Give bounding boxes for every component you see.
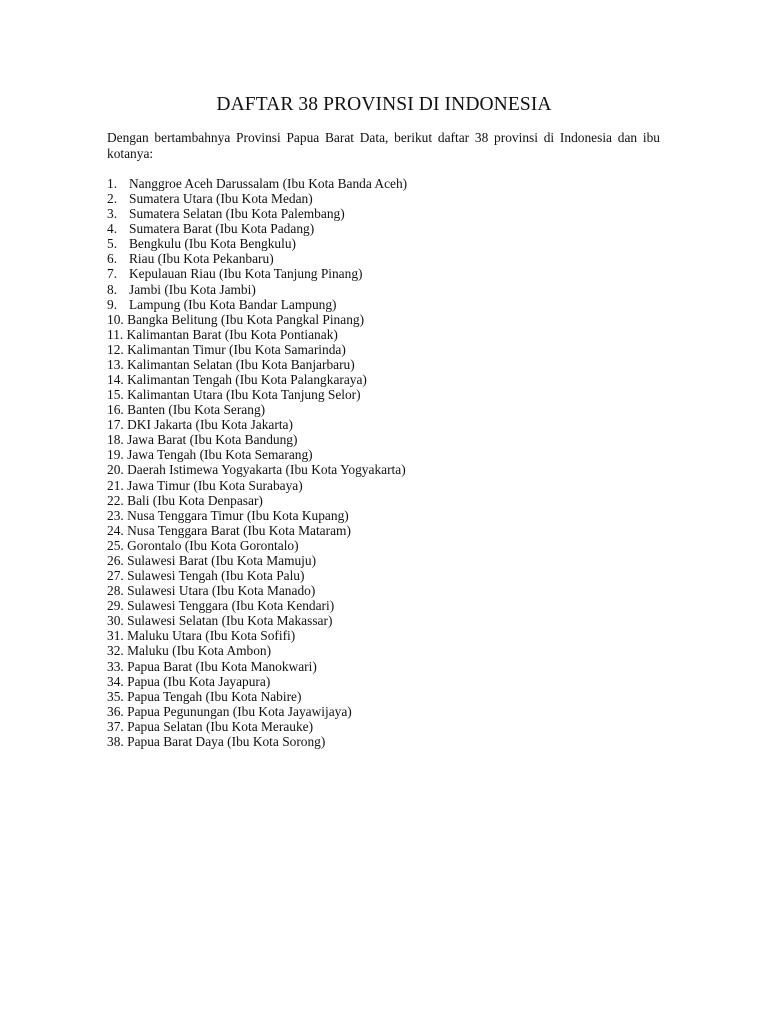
list-item-number: 21. [107, 477, 124, 493]
list-item-number: 7. [107, 266, 118, 282]
list-item-text: Jambi (Ibu Kota Jambi) [129, 281, 256, 297]
list-item [107, 659, 667, 674]
list-item [107, 734, 667, 749]
list-item-number: 17. [107, 417, 124, 433]
list-item-text: Kalimantan Selatan (Ibu Kota Banjarbaru) [127, 356, 355, 372]
list-item-number: 12. [107, 341, 124, 357]
list-item-number: 2. [107, 191, 118, 207]
list-item-number: 34. [107, 673, 124, 689]
list-item-text: Papua Barat Daya (Ibu Kota Sorong) [127, 733, 326, 749]
list-item [107, 221, 667, 236]
list-item-number: 30. [107, 613, 124, 629]
list-item-number: 16. [107, 402, 124, 418]
list-item-number: 15. [107, 387, 124, 403]
list-item [107, 493, 667, 508]
list-item-text: Sulawesi Barat (Ibu Kota Mamuju) [127, 552, 317, 568]
list-item-text: Kalimantan Timur (Ibu Kota Samarinda) [127, 341, 346, 357]
list-item-text: Sumatera Barat (Ibu Kota Padang) [129, 221, 315, 237]
list-item [107, 553, 667, 568]
list-item-text: Kepulauan Riau (Ibu Kota Tanjung Pinang) [129, 266, 363, 282]
list-item [107, 236, 667, 251]
list-item-text: DKI Jakarta (Ibu Kota Jakarta) [127, 417, 293, 433]
list-item-text: Daerah Istimewa Yogyakarta (Ibu Kota Yogyakarta) [127, 462, 406, 478]
list-item-number: 6. [107, 251, 118, 267]
list-item [107, 312, 667, 327]
list-item-number: 3. [107, 206, 118, 222]
list-item-number: 35. [107, 688, 124, 704]
list-item [107, 297, 667, 312]
list-item [107, 372, 667, 387]
list-item-number: 37. [107, 718, 124, 734]
list-item [107, 523, 667, 538]
list-item-number: 32. [107, 643, 124, 659]
list-item-number: 25. [107, 537, 124, 553]
list-item [107, 643, 667, 658]
list-item-text: Jawa Barat (Ibu Kota Bandung) [127, 432, 298, 448]
list-item [107, 462, 667, 477]
list-item-number: 23. [107, 507, 124, 523]
list-item-number: 14. [107, 372, 124, 388]
list-item [107, 628, 667, 643]
list-item-text: Kalimantan Tengah (Ibu Kota Palangkaraya) [127, 372, 367, 388]
list-item-number: 26. [107, 552, 124, 568]
list-item [107, 704, 667, 719]
list-item [107, 176, 667, 191]
list-item-number: 8. [107, 281, 118, 297]
list-item-text: Jawa Timur (Ibu Kota Surabaya) [127, 477, 303, 493]
list-item-text: Bali (Ibu Kota Denpasar) [127, 492, 263, 508]
list-item-text: Bengkulu (Ibu Kota Bengkulu) [129, 236, 296, 252]
list-item [107, 266, 667, 281]
list-item [107, 674, 667, 689]
list-item-text: Gorontalo (Ibu Kota Gorontalo) [127, 537, 299, 553]
list-item [107, 327, 667, 342]
list-item [107, 719, 667, 734]
intro-paragraph: Dengan bertambahnya Provinsi Papua Barat Data, berikut daftar 38 provinsi di Indonesia dan ibu kotanya: [107, 130, 660, 161]
list-item-number: 10. [107, 311, 124, 327]
list-item [107, 447, 667, 462]
list-item-text: Kalimantan Barat (Ibu Kota Pontianak) [126, 326, 338, 342]
list-item [107, 387, 667, 402]
list-item-number: 9. [107, 296, 118, 312]
list-item-number: 38. [107, 733, 124, 749]
list-item [107, 568, 667, 583]
list-item-text: Sulawesi Tengah (Ibu Kota Palu) [127, 568, 305, 584]
list-item-text: Jawa Tengah (Ibu Kota Semarang) [127, 447, 313, 463]
list-item-text: Papua Tengah (Ibu Kota Nabire) [127, 688, 302, 704]
list-item-text: Papua Selatan (Ibu Kota Merauke) [127, 718, 314, 734]
list-item-number: 5. [107, 236, 118, 252]
list-item-number: 27. [107, 568, 124, 584]
list-item-number: 33. [107, 658, 124, 674]
list-item-number: 1. [107, 176, 118, 191]
list-item-text: Maluku Utara (Ibu Kota Sofifi) [127, 628, 296, 644]
list-item [107, 417, 667, 432]
list-item-number: 36. [107, 703, 124, 719]
list-item [107, 613, 667, 628]
list-item-number: 19. [107, 447, 124, 463]
list-item-text: Nusa Tenggara Timur (Ibu Kota Kupang) [127, 507, 349, 523]
list-item-number: 31. [107, 628, 124, 644]
list-item [107, 251, 667, 266]
list-item [107, 478, 667, 493]
list-item-number: 13. [107, 356, 124, 372]
list-item [107, 538, 667, 553]
list-item [107, 689, 667, 704]
list-item-text: Sulawesi Tenggara (Ibu Kota Kendari) [127, 598, 335, 614]
list-item-text: Nanggroe Aceh Darussalam (Ibu Kota Banda Aceh) [129, 176, 408, 191]
list-item-text: Bangka Belitung (Ibu Kota Pangkal Pinang) [127, 311, 365, 327]
list-item-text: Banten (Ibu Kota Serang) [127, 402, 266, 418]
list-item [107, 206, 667, 221]
list-item-number: 24. [107, 522, 124, 538]
list-item-text: Kalimantan Utara (Ibu Kota Tanjung Selor) [127, 387, 361, 403]
list-item-text: Papua Barat (Ibu Kota Manokwari) [127, 658, 317, 674]
list-item-number: 28. [107, 583, 124, 599]
list-item-text: Lampung (Ibu Kota Bandar Lampung) [129, 296, 337, 312]
list-item-text: Nusa Tenggara Barat (Ibu Kota Mataram) [127, 522, 351, 538]
document-title: DAFTAR 38 PROVINSI DI INDONESIA [216, 94, 552, 115]
list-item [107, 598, 667, 613]
province-list [107, 176, 667, 749]
list-item-number: 22. [107, 492, 124, 508]
list-item [107, 191, 667, 206]
list-item [107, 282, 667, 297]
list-item-number: 18. [107, 432, 124, 448]
list-item-number: 4. [107, 221, 118, 237]
list-item [107, 508, 667, 523]
list-item-text: Sumatera Utara (Ibu Kota Medan) [129, 191, 313, 207]
list-item [107, 583, 667, 598]
list-item-text: Papua Pegunungan (Ibu Kota Jayawijaya) [127, 703, 352, 719]
list-item [107, 402, 667, 417]
list-item-text: Riau (Ibu Kota Pekanbaru) [129, 251, 274, 267]
list-item-text: Sulawesi Utara (Ibu Kota Manado) [127, 583, 316, 599]
list-item-number: 20. [107, 462, 124, 478]
list-item [107, 357, 667, 372]
list-item [107, 342, 667, 357]
list-item [107, 432, 667, 447]
list-item-text: Papua (Ibu Kota Jayapura) [127, 673, 271, 689]
list-item-number: 11. [107, 326, 124, 342]
list-item-text: Sumatera Selatan (Ibu Kota Palembang) [129, 206, 345, 222]
list-item-text: Maluku (Ibu Kota Ambon) [127, 643, 272, 659]
list-item-text: Sulawesi Selatan (Ibu Kota Makassar) [127, 613, 333, 629]
list-item-number: 29. [107, 598, 124, 614]
